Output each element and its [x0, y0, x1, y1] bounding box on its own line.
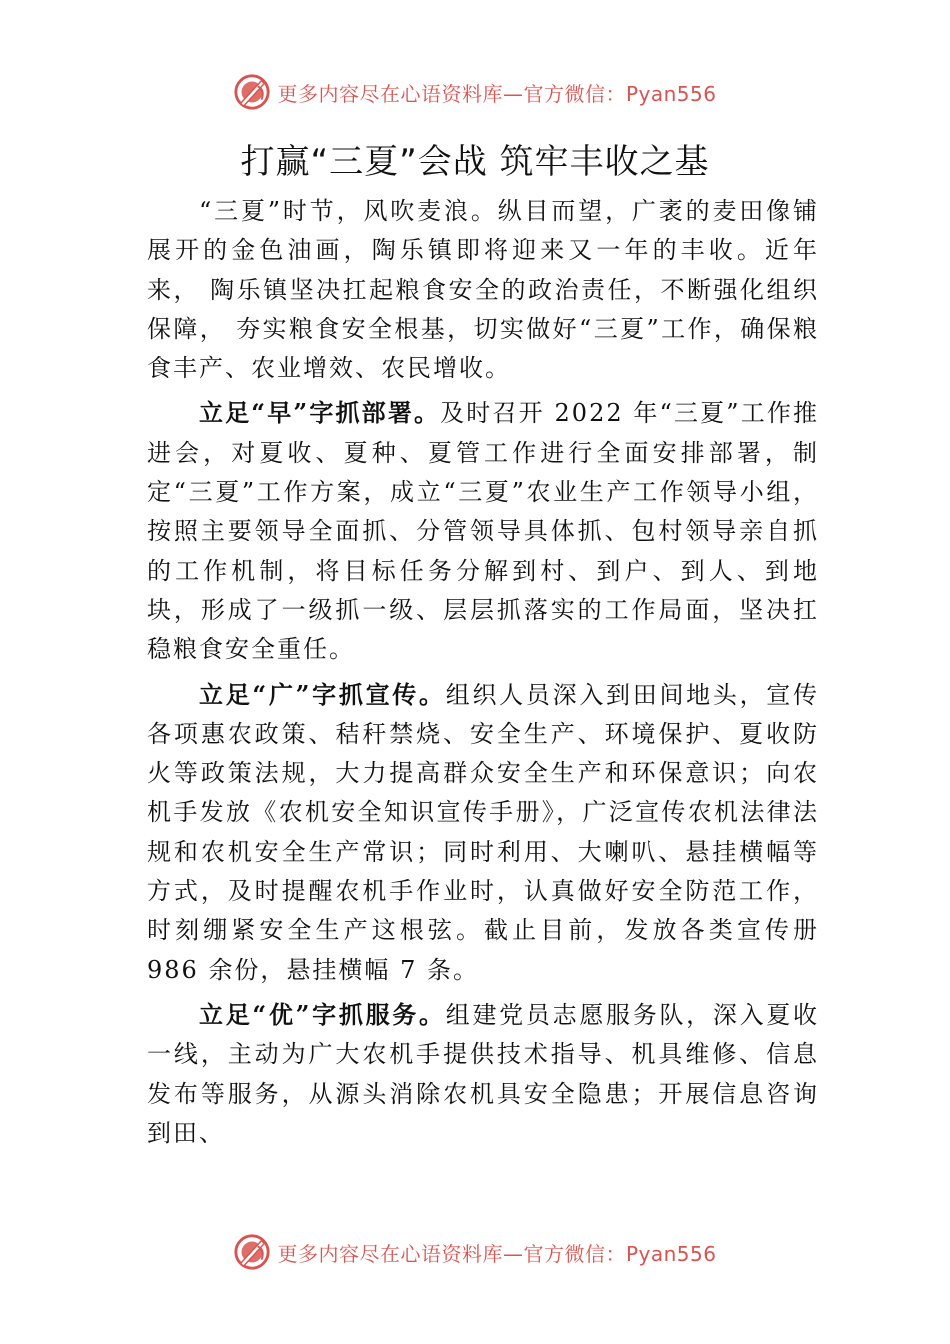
banner-text: 更多内容尽在心语资料库—官方微信：Pyan556	[277, 81, 717, 106]
paragraph-text: 及时召开 2022 年“三夏”工作推进会，对夏收、夏种、夏管工作进行全面安排部署，制定“三夏”工作方案，成立“三夏”农业生产工作领导小组， 按照主要领导全面抓、分管领导具体抓、包村领导亲自抓的工作机制，将目标任务分解到村、到户、到人、到地块，形成了一级抓一级、层层抓落实的工作局面，坚决扛稳粮食安全重任。	[147, 399, 820, 664]
logo-icon	[233, 73, 271, 111]
banner-text: 更多内容尽在心语资料库—官方微信：Pyan556	[277, 1241, 717, 1266]
paragraph-lead: 立足“广”字抓宣传。	[199, 679, 446, 709]
paragraph-lead: 立足“优”字抓服务。	[199, 999, 446, 1029]
footer-banner	[0, 1230, 950, 1274]
header-banner	[0, 70, 950, 114]
paragraph	[147, 192, 819, 388]
paragraph-text: 组织人员深入到田间地头，宣传各项惠农政策、秸秆禁烧、安全生产、环境保护、夏收防火等政策法规，大力提高群众安全生产和环保意识；向农机手发放《农机安全知识宣传手册》，广泛宣传农机法律法规和农机安全生产常识；同时利用、大喇叭、悬挂横幅等方式，及时提醒农机手作业时，认真做好安全防范工作， 时刻绷紧安全生产这根弦。截止目前，发放各类宣传册 986 余份，悬挂横幅 7 条。	[147, 680, 820, 984]
paragraph-text: “三夏”时节，风吹麦浪。纵目而望，广袤的麦田像铺展开的金色油画，陶乐镇即将迎来又一年的丰收。近年来， 陶乐镇坚决扛起粮食安全的政治责任，不断强化组织保障， 夯实粮食安全根基，切实做好“三夏”工作，确保粮食丰产、农业增效、农民增收。	[147, 197, 819, 383]
article-body	[147, 192, 819, 1158]
paragraph	[147, 995, 819, 1153]
paragraph	[147, 675, 819, 990]
paragraph	[147, 393, 819, 669]
paragraph-text: 组建党员志愿服务队，深入夏收一线，主动为广大农机手提供技术指导、机具维修、信息发布等服务，从源头消除农机具安全隐患；开展信息咨询到田、	[147, 1000, 820, 1147]
page-title: 打赢“三夏”会战 筑牢丰收之基	[240, 142, 710, 182]
logo-icon	[233, 1233, 271, 1271]
paragraph-lead: 立足“早”字抓部署。	[199, 398, 441, 428]
